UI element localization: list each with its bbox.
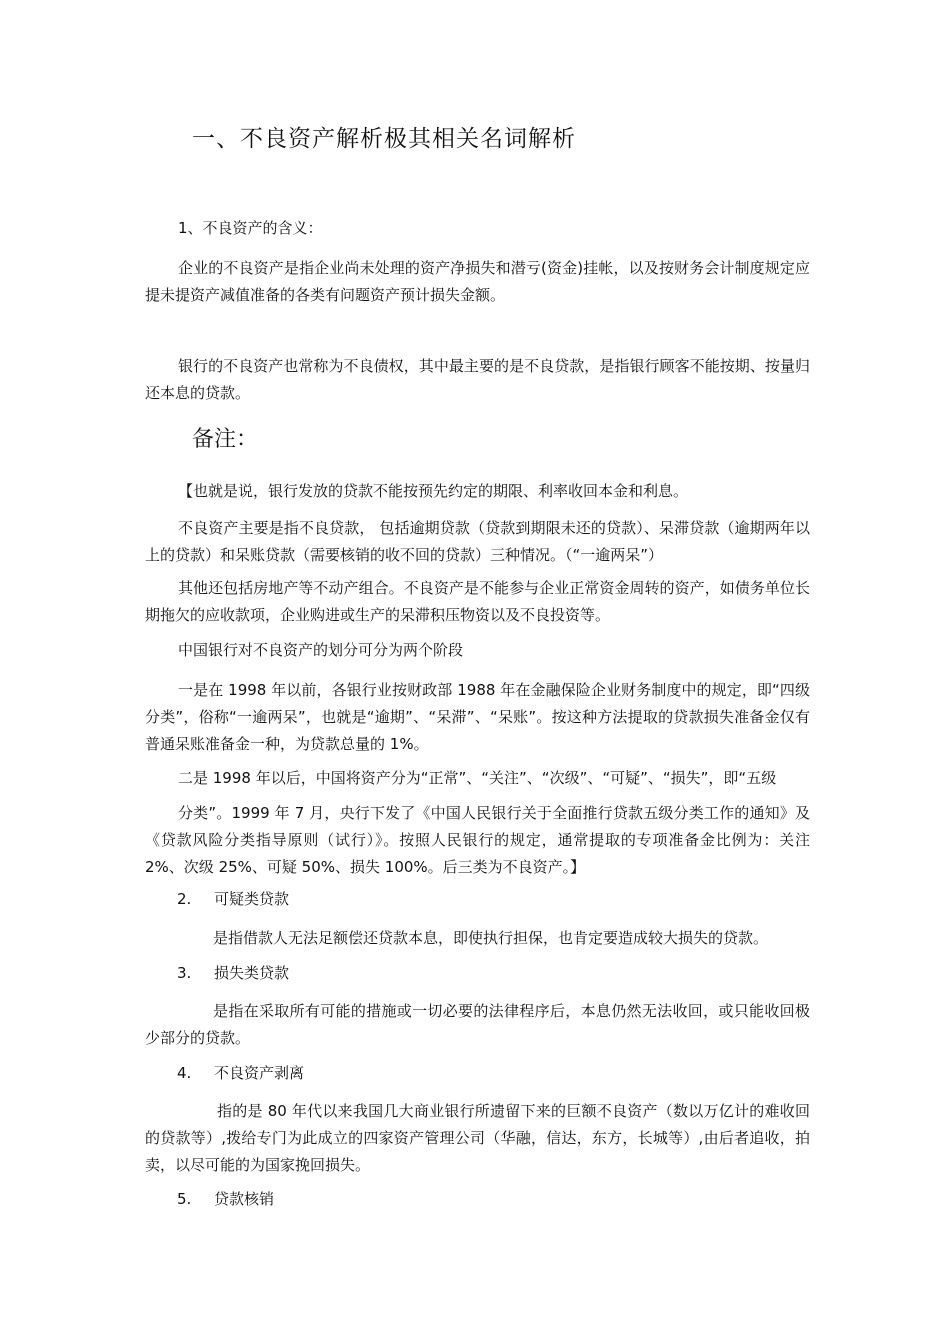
note-label: 备注： [192,427,259,452]
page-title: 一、不良资产解析极其相关名词解析 [192,126,576,152]
note-paragraph-3: 其他还包括房地产等不动产组合。不良资产是不能参与企业正常资金周转的资产，如债务单位长期拖欠的应收款项，企业购进或生产的呆滞积压物资以及不良投资等。 [145,579,810,624]
paragraph-enterprise-definition: 企业的不良资产是指企业尚未处理的资产净损失和潜亏(资金)挂帐，以及按财务会计制度规定应提未提资产减值准备的各类有问题资产预计损失金额。 [145,259,810,304]
note-paragraph-4: 中国银行对不良资产的划分可分为两个阶段 [178,641,464,659]
note-paragraph-2: 不良资产主要是指不良贷款， 包括逾期贷款（贷款到期限未还的贷款）、呆滞贷款（逾期两年以上的贷款）和呆账贷款（需要核销的收不回的贷款）三种情况。（“一逾两呆”） [145,519,810,564]
note-paragraph-1: 【也就是说，银行发放的贷款不能按预先约定的期限、利率收回本金和利息。 [178,482,689,500]
item-number: 4. [177,1064,192,1082]
note-paragraph-5: 一是在 1998 年以前，各银行业按财政部 1988 年在金融保险企业财务制度中的规定，即“四级分类”，俗称“一逾两呆”，也就是“逾期”、“呆滞”、“呆账”。按这种方法提取的贷款损失准备金仅有普通呆账准备金一种，为贷款总量的 1%。 [145,681,810,753]
item-heading: 不良资产剥离 [214,1064,305,1082]
item-heading: 损失类贷款 [214,964,290,982]
item-heading: 可疑类贷款 [214,890,290,908]
item-text: 指的是 80 年代以来我国几大商业银行所遗留下来的巨额不良资产（数以万亿计的难收回的贷款等）,拨给专门为此成立的四家资产管理公司（华融，信达，东方，长城等）,由后者追收，拍卖，以尽可能的为国家挽回损失。 [145,1102,810,1174]
note-paragraph-6b: 分类”。1999 年 7 月，央行下发了《中国人民银行关于全面推行贷款五级分类工作的通知》及《贷款风险分类指导原则（试行）》。按照人民银行的规定，通常提取的专项准备金比例为：关注 2%、次级 25%、可疑 50%、损失 100%。后三类为不良资产。】 [145,804,810,876]
note-paragraph-6a: 二是 1998 年以后，中国将资产分为“正常”、“关注”、“次级”、“可疑”、“损失”，即“五级 [178,769,777,787]
item-number: 2. [177,890,192,908]
item-text: 是指在采取所有可能的措施或一切必要的法律程序后，本息仍然无法收回，或只能收回极少部分的贷款。 [145,1002,810,1047]
paragraph-bank-definition: 银行的不良资产也常称为不良债权，其中最主要的是不良贷款，是指银行顾客不能按期、按量归还本息的贷款。 [145,357,810,402]
item-number: 5. [177,1190,192,1208]
item-heading: 贷款核销 [214,1190,275,1208]
item-text: 是指借款人无法足额偿还贷款本息，即使执行担保，也肯定要造成较大损失的贷款。 [213,929,769,947]
item-number: 3. [177,964,192,982]
section-heading: 1、不良资产的含义： [178,219,323,237]
